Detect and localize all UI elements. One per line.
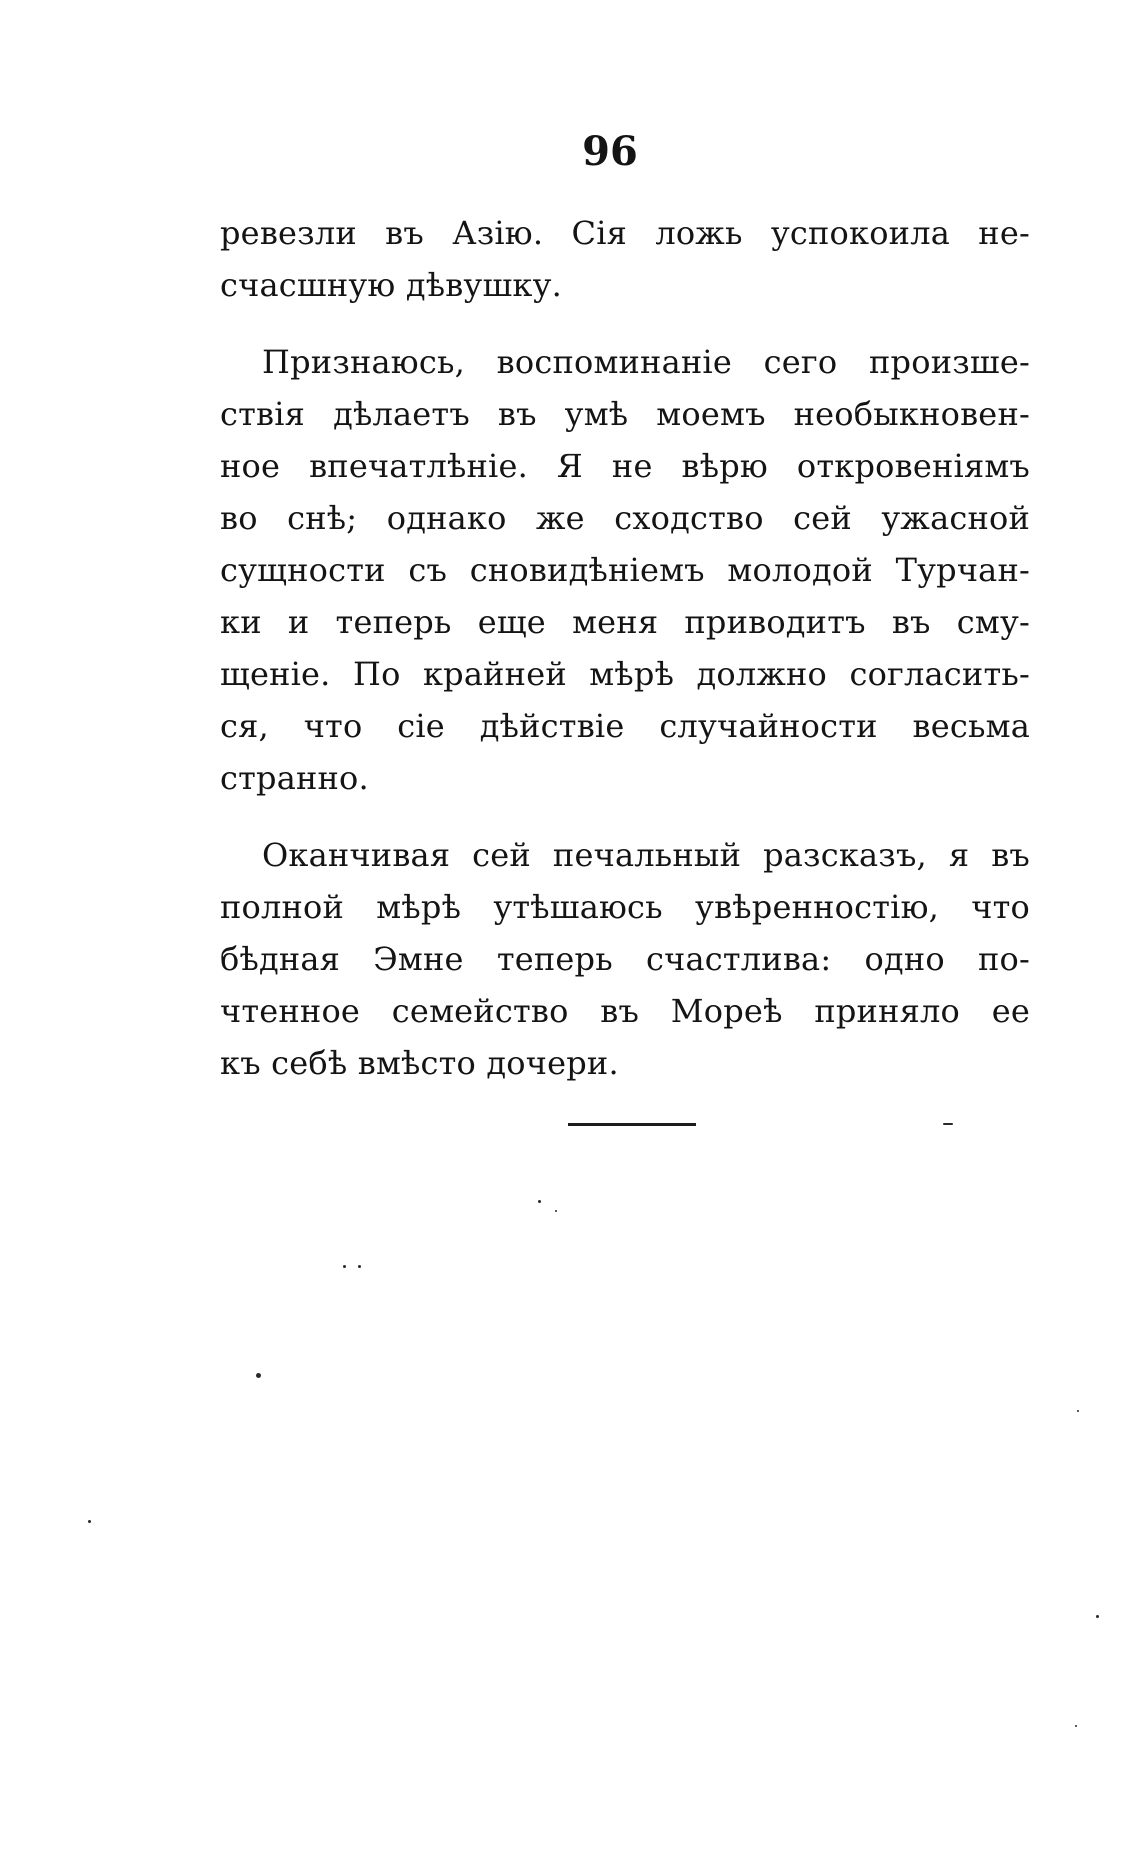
scan-speck	[343, 1265, 346, 1268]
text-line: къ себѣ вмѣсто дочери.	[220, 1044, 619, 1082]
paragraph-1	[220, 207, 1030, 311]
paragraph-2	[220, 336, 1030, 804]
body-text	[220, 207, 1030, 1089]
scan-speck	[88, 1520, 91, 1523]
end-rule	[568, 1123, 696, 1126]
text-line: сущности съ сновидѣніемъ молодой Турчан-	[220, 551, 1030, 589]
text-line: ствія дѣлаетъ въ умѣ моемъ необыкновен-	[220, 395, 1030, 433]
text-line: ся, что сіе дѣйствіе случайности весьма	[220, 707, 1030, 745]
text-line: Признаюсь, воспоминаніе сего произше-	[262, 343, 1030, 381]
text-line: ное впечатлѣніе. Я не вѣрю откровеніямъ	[220, 447, 1030, 485]
text-line: щеніе. По крайней мѣрѣ должно согласить-	[220, 655, 1030, 693]
text-line: бѣдная Эмне теперь счастлива: одно по-	[220, 940, 1030, 978]
text-line: странно.	[220, 759, 369, 797]
text-line: полной мѣрѣ утѣшаюсь увѣренностію, что	[220, 888, 1030, 926]
scan-speck	[538, 1200, 541, 1203]
text-line: счасшную дѣвушку.	[220, 266, 563, 304]
text-line: ревезли въ Азію. Сія ложь успокоила не-	[220, 214, 1030, 252]
text-line: во снѣ; однако же сходство сей ужасной	[220, 499, 1030, 537]
scan-speck	[358, 1265, 361, 1268]
text-line: ки и теперь еще меня приводитъ въ сму-	[220, 603, 1030, 641]
scan-speck	[1075, 1725, 1077, 1727]
scan-speck	[943, 1123, 953, 1125]
scan-speck	[555, 1210, 557, 1212]
page-number: 96	[582, 128, 638, 175]
scan-speck	[256, 1373, 261, 1378]
paragraph-3	[220, 829, 1030, 1089]
scan-speck	[1077, 1410, 1079, 1412]
text-line: чтенное семейство въ Мореѣ приняло ее	[220, 992, 1030, 1030]
scan-speck	[1096, 1615, 1099, 1618]
text-line: Оканчивая сей печальный разсказъ, я въ	[262, 836, 1030, 874]
